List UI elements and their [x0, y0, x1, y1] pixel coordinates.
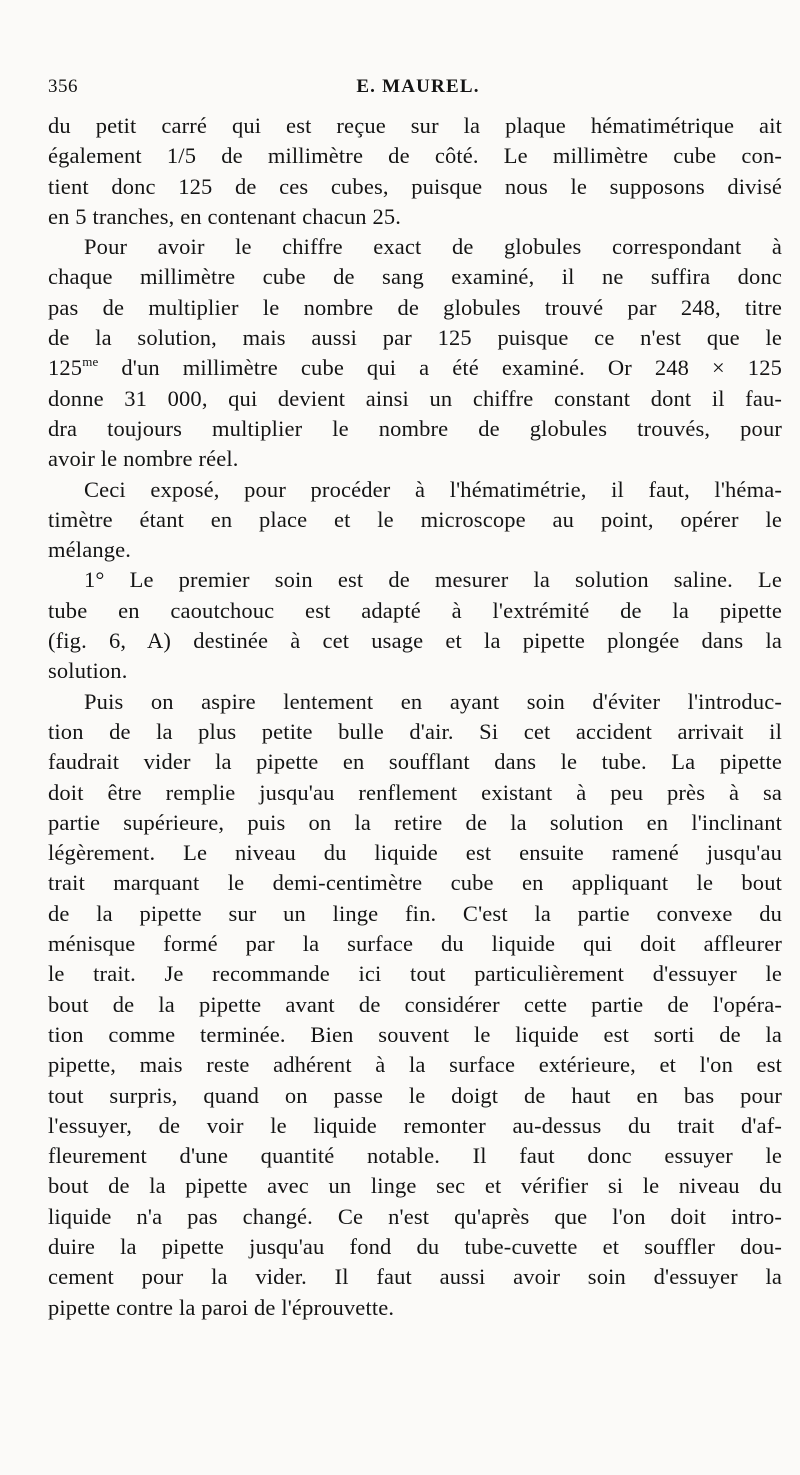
text-line: donne 31 000, qui devient ainsi un chiffre constant dont il fau- [48, 385, 782, 411]
text-line: (fig. 6, A) destinée à cet usage et la pipette plongée dans la [48, 628, 782, 654]
text-line: en 5 tranches, en contenant chacun 25. [48, 203, 402, 229]
text-line: pipette, mais reste adhérent à la surface extérieure, et l'on est [48, 1052, 782, 1078]
text-line: bout de la pipette avant de considérer cette partie de l'opéra- [48, 991, 782, 1017]
text-line: bout de la pipette avec un linge sec et vérifier si le niveau du [48, 1173, 782, 1199]
running-title: E. MAUREL. [356, 76, 480, 97]
text-line: pas de multiplier le nombre de globules trouvé par 248, titre [48, 294, 782, 320]
text-line: liquide n'a pas changé. Ce n'est qu'après que l'on doit intro- [48, 1203, 782, 1229]
text-line: Pour avoir le chiffre exact de globules correspondant à [84, 234, 782, 260]
text-line: chaque millimètre cube de sang examiné, il ne suffira donc [48, 264, 782, 290]
text-line: ménisque formé par la surface du liquide qui doit affleurer [48, 931, 782, 957]
text-line: dra toujours multiplier le nombre de globules trouvés, pour [48, 415, 782, 441]
running-head [48, 76, 788, 102]
text-line: Puis on aspire lentement en ayant soin d'éviter l'introduc- [84, 688, 782, 714]
text-line: tion de la plus petite bulle d'air. Si cet accident arrivait il [48, 718, 782, 744]
text-line: tube en caoutchouc est adapté à l'extrémité de la pipette [48, 597, 782, 623]
text-line: tout surpris, quand on passe le doigt de haut en bas pour [48, 1082, 782, 1108]
text-line: tient donc 125 de ces cubes, puisque nous le supposons divisé [48, 173, 782, 199]
body-text [48, 111, 782, 1323]
text-line: également 1/5 de millimètre de côté. Le millimètre cube con- [48, 143, 782, 169]
text-line: timètre étant en place et le microscope au point, opérer le [48, 506, 782, 532]
text-line: avoir le nombre réel. [48, 446, 239, 472]
text-line: pipette contre la paroi de l'éprouvette. [48, 1294, 395, 1320]
text-line: cement pour la vider. Il faut aussi avoir soin d'essuyer la [48, 1264, 782, 1290]
text-line: faudrait vider la pipette en soufflant dans le tube. La pipette [48, 749, 782, 775]
text-line: Ceci exposé, pour procéder à l'hématimétrie, il faut, l'héma- [84, 476, 782, 502]
text-line: l'essuyer, de voir le liquide remonter au-dessus du trait d'af- [48, 1112, 782, 1138]
text-line: légèrement. Le niveau du liquide est ensuite ramené jusqu'au [48, 840, 782, 866]
text-line: solution. [48, 658, 128, 684]
text-line: 1° Le premier soin est de mesurer la solution saline. Le [84, 567, 782, 593]
text-line: de la solution, mais aussi par 125 puisque ce n'est que le [48, 325, 782, 351]
text-line: du petit carré qui est reçue sur la plaque hématimétrique ait [48, 113, 782, 138]
text-line: tion comme terminée. Bien souvent le liquide est sorti de la [48, 1021, 782, 1047]
text-line: le trait. Je recommande ici tout particulièrement d'essuyer le [48, 961, 782, 987]
text-line: duire la pipette jusqu'au fond du tube-cuvette et souffler dou- [48, 1233, 782, 1259]
text-line: mélange. [48, 537, 132, 563]
text-line: fleurement d'une quantité notable. Il faut donc essuyer le [48, 1143, 782, 1169]
text-line: $125^{me}$ d'un millimètre cube qui a été examiné. Or 248 × 125 [48, 354, 782, 381]
text-line: de la pipette sur un linge fin. C'est la partie convexe du [48, 900, 782, 926]
page-number: 356 [48, 76, 78, 97]
text-line: partie supérieure, puis on la retire de la solution en l'inclinant [48, 809, 782, 835]
text-line: trait marquant le demi-centimètre cube en appliquant le bout [48, 870, 782, 896]
text-line: doit être remplie jusqu'au renflement existant à peu près à sa [48, 779, 782, 805]
